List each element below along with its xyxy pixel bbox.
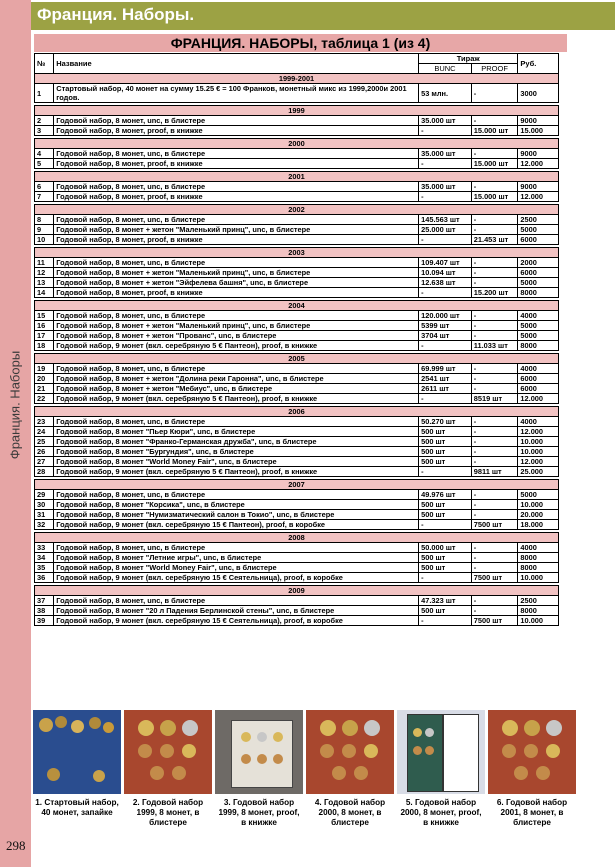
bunc-mintage: - bbox=[419, 394, 472, 404]
year-label: 2008 bbox=[35, 533, 559, 543]
set-name: Годовой набор, 8 монет + жетон "Маленький принц", unc, в блистере bbox=[54, 225, 419, 235]
year-set-photo bbox=[124, 710, 212, 794]
table-row bbox=[35, 331, 559, 341]
bunc-mintage: 69.999 шт bbox=[419, 364, 472, 374]
bunc-mintage: - bbox=[419, 288, 472, 298]
price-rub: 2500 bbox=[518, 596, 559, 606]
table-row bbox=[35, 563, 559, 573]
table-row bbox=[35, 126, 559, 136]
price-rub: 4000 bbox=[518, 364, 559, 374]
proof-mintage: - bbox=[471, 149, 518, 159]
set-name: Годовой набор, 8 монет + жетон "Эйфелева башня", unc, в блистере bbox=[54, 278, 419, 288]
bunc-mintage: 500 шт bbox=[419, 500, 472, 510]
row-number: 23 bbox=[35, 417, 54, 427]
table-row bbox=[35, 596, 559, 606]
row-number: 33 bbox=[35, 543, 54, 553]
price-rub: 10.000 bbox=[518, 500, 559, 510]
year-label: 2000 bbox=[35, 139, 559, 149]
set-name: Годовой набор, 8 монет, proof, в книжке bbox=[54, 235, 419, 245]
set-name: Годовой набор, 8 монет, proof, в книжке bbox=[54, 159, 419, 169]
set-name: Годовой набор, 8 монет, proof, в книжке bbox=[54, 288, 419, 298]
row-number: 8 bbox=[35, 215, 54, 225]
sets-table-body bbox=[35, 74, 559, 626]
row-number: 34 bbox=[35, 553, 54, 563]
row-number: 21 bbox=[35, 384, 54, 394]
table-row bbox=[35, 364, 559, 374]
price-rub: 9000 bbox=[518, 116, 559, 126]
bunc-mintage: 47.323 шт bbox=[419, 596, 472, 606]
row-number: 25 bbox=[35, 437, 54, 447]
proof-mintage: 7500 шт bbox=[471, 573, 518, 583]
year-row bbox=[35, 480, 559, 490]
proof-mintage: - bbox=[471, 543, 518, 553]
table-row bbox=[35, 215, 559, 225]
row-number: 1 bbox=[35, 84, 54, 103]
bunc-mintage: 2611 шт bbox=[419, 384, 472, 394]
row-number: 28 bbox=[35, 467, 54, 477]
table-row bbox=[35, 427, 559, 437]
year-row bbox=[35, 205, 559, 215]
year-label: 2002 bbox=[35, 205, 559, 215]
bunc-mintage: 25.000 шт bbox=[419, 225, 472, 235]
row-number: 14 bbox=[35, 288, 54, 298]
set-name: Годовой набор, 9 монет (вкл. серебряную 5 € Пантеон), proof, в книжке bbox=[54, 467, 419, 477]
set-name: Годовой набор, 9 монет (вкл. серебряную 5 € Пантеон), proof, в книжке bbox=[54, 341, 419, 351]
bunc-mintage: 145.563 шт bbox=[419, 215, 472, 225]
proof-mintage: 21.453 шт bbox=[471, 235, 518, 245]
bunc-mintage: 109.407 шт bbox=[419, 258, 472, 268]
col-header-price: Руб. bbox=[518, 54, 559, 74]
price-rub: 12.000 bbox=[518, 192, 559, 202]
bunc-mintage: - bbox=[419, 616, 472, 626]
year-row bbox=[35, 74, 559, 84]
price-rub: 4000 bbox=[518, 417, 559, 427]
set-name: Годовой набор, 8 монет, unc, в блистере bbox=[54, 149, 419, 159]
table-row bbox=[35, 268, 559, 278]
proof-mintage: 9811 шт bbox=[471, 467, 518, 477]
proof-mintage: 7500 шт bbox=[471, 616, 518, 626]
table-row bbox=[35, 553, 559, 563]
photo-caption: 5. Годовой набор 2000, 8 монет, proof, в книжке bbox=[400, 798, 482, 827]
proof-mintage: - bbox=[471, 417, 518, 427]
year-row bbox=[35, 301, 559, 311]
year-row bbox=[35, 354, 559, 364]
price-rub: 12.000 bbox=[518, 427, 559, 437]
price-rub: 2500 bbox=[518, 215, 559, 225]
price-rub: 25.000 bbox=[518, 467, 559, 477]
table-row bbox=[35, 192, 559, 202]
set-name: Годовой набор, 8 монет "Летние игры", unc, в блистере bbox=[54, 553, 419, 563]
side-section-label-text: Франция. Наборы bbox=[7, 350, 23, 460]
bunc-mintage: 500 шт bbox=[419, 437, 472, 447]
set-name: Годовой набор, 8 монет "Нумизматический салон в Токио", unc, в блистере bbox=[54, 510, 419, 520]
set-name: Годовой набор, 8 монет "World Money Fair", unc, в блистере bbox=[54, 457, 419, 467]
year-row bbox=[35, 407, 559, 417]
set-name: Годовой набор, 8 монет + жетон "Долина реки Гаронна", unc, в блистере bbox=[54, 374, 419, 384]
proof-mintage: - bbox=[471, 374, 518, 384]
year-row bbox=[35, 586, 559, 596]
row-number: 37 bbox=[35, 596, 54, 606]
price-rub: 9000 bbox=[518, 182, 559, 192]
row-number: 36 bbox=[35, 573, 54, 583]
proof-mintage: - bbox=[471, 215, 518, 225]
table-row bbox=[35, 374, 559, 384]
table-row bbox=[35, 225, 559, 235]
set-name: Годовой набор, 8 монет, unc, в блистере bbox=[54, 182, 419, 192]
price-rub: 6000 bbox=[518, 268, 559, 278]
bunc-mintage: 35.000 шт bbox=[419, 149, 472, 159]
set-name: Годовой набор, 8 монет, proof, в книжке bbox=[54, 126, 419, 136]
row-number: 9 bbox=[35, 225, 54, 235]
bunc-mintage: - bbox=[419, 159, 472, 169]
bunc-mintage: - bbox=[419, 235, 472, 245]
bunc-mintage: 500 шт bbox=[419, 510, 472, 520]
row-number: 31 bbox=[35, 510, 54, 520]
set-name: Годовой набор, 8 монет, unc, в блистере bbox=[54, 417, 419, 427]
table-row bbox=[35, 543, 559, 553]
photo-card bbox=[397, 710, 485, 828]
table-title-bar bbox=[34, 34, 567, 52]
bunc-mintage: 49.976 шт bbox=[419, 490, 472, 500]
price-rub: 9000 bbox=[518, 149, 559, 159]
set-name: Годовой набор, 8 монет, unc, в блистере bbox=[54, 490, 419, 500]
proof-mintage: - bbox=[471, 278, 518, 288]
bunc-mintage: 500 шт bbox=[419, 447, 472, 457]
table-row bbox=[35, 500, 559, 510]
col-header-bunc: BUNC bbox=[419, 64, 472, 74]
year-label: 2009 bbox=[35, 586, 559, 596]
set-name: Годовой набор, 8 монет, unc, в блистере bbox=[54, 596, 419, 606]
year-row bbox=[35, 172, 559, 182]
bunc-mintage: 500 шт bbox=[419, 427, 472, 437]
year-label: 1999 bbox=[35, 106, 559, 116]
photo-strip bbox=[33, 710, 578, 830]
set-name: Годовой набор, 8 монет "Корсика", unc, в блистере bbox=[54, 500, 419, 510]
set-name: Годовой набор, 8 монет "World Money Fair", unc, в блистере bbox=[54, 563, 419, 573]
table-row bbox=[35, 182, 559, 192]
table-row bbox=[35, 159, 559, 169]
price-rub: 12.000 bbox=[518, 457, 559, 467]
proof-mintage: - bbox=[471, 596, 518, 606]
set-name: Годовой набор, 8 монет + жетон "Маленький принц", unc, в блистере bbox=[54, 268, 419, 278]
proof-mintage: 15.000 шт bbox=[471, 159, 518, 169]
price-rub: 5000 bbox=[518, 331, 559, 341]
set-name: Годовой набор, 8 монет, proof, в книжке bbox=[54, 192, 419, 202]
table-row bbox=[35, 520, 559, 530]
row-number: 22 bbox=[35, 394, 54, 404]
price-rub: 2000 bbox=[518, 258, 559, 268]
row-number: 4 bbox=[35, 149, 54, 159]
side-section-label bbox=[4, 340, 26, 470]
proof-mintage: 15.200 шт bbox=[471, 288, 518, 298]
row-number: 2 bbox=[35, 116, 54, 126]
price-rub: 18.000 bbox=[518, 520, 559, 530]
set-name: Годовой набор, 8 монет, unc, в блистере bbox=[54, 258, 419, 268]
sets-table bbox=[34, 53, 559, 626]
section-header bbox=[31, 2, 615, 30]
proof-mintage: - bbox=[471, 225, 518, 235]
price-rub: 15.000 bbox=[518, 126, 559, 136]
section-title: Франция. Наборы. bbox=[37, 5, 195, 24]
set-name: Годовой набор, 8 монет "Бургундия", unc, в блистере bbox=[54, 447, 419, 457]
bunc-mintage: 50.270 шт bbox=[419, 417, 472, 427]
year-set-photo bbox=[488, 710, 576, 794]
photo-card bbox=[124, 710, 212, 828]
row-number: 29 bbox=[35, 490, 54, 500]
set-name: Годовой набор, 8 монет, unc, в блистере bbox=[54, 116, 419, 126]
table-row bbox=[35, 510, 559, 520]
row-number: 3 bbox=[35, 126, 54, 136]
bunc-mintage: - bbox=[419, 467, 472, 477]
set-name: Стартовый набор, 40 монет на сумму 15.25 € = 100 Франков, монетный микс из 1999,2000и 2001 годов. bbox=[54, 84, 419, 103]
table-row bbox=[35, 394, 559, 404]
price-rub: 8000 bbox=[518, 341, 559, 351]
price-rub: 8000 bbox=[518, 563, 559, 573]
proof-mintage: - bbox=[471, 116, 518, 126]
bunc-mintage: 53 млн. bbox=[419, 84, 472, 103]
table-row bbox=[35, 573, 559, 583]
price-rub: 8000 bbox=[518, 606, 559, 616]
proof-mintage: - bbox=[471, 606, 518, 616]
proof-mintage: - bbox=[471, 437, 518, 447]
row-number: 17 bbox=[35, 331, 54, 341]
set-name: Годовой набор, 8 монет, unc, в блистере bbox=[54, 215, 419, 225]
row-number: 27 bbox=[35, 457, 54, 467]
bunc-mintage: 500 шт bbox=[419, 563, 472, 573]
proof-mintage: - bbox=[471, 182, 518, 192]
table-row bbox=[35, 417, 559, 427]
row-number: 32 bbox=[35, 520, 54, 530]
proof-mintage: - bbox=[471, 447, 518, 457]
year-row bbox=[35, 139, 559, 149]
row-number: 26 bbox=[35, 447, 54, 457]
proof-mintage: 15.000 шт bbox=[471, 192, 518, 202]
row-number: 30 bbox=[35, 500, 54, 510]
proof-mintage: 15.000 шт bbox=[471, 126, 518, 136]
table-row bbox=[35, 149, 559, 159]
table-row bbox=[35, 384, 559, 394]
proof-mintage: - bbox=[471, 331, 518, 341]
table-row bbox=[35, 457, 559, 467]
table-row bbox=[35, 116, 559, 126]
price-rub: 10.000 bbox=[518, 437, 559, 447]
table-row bbox=[35, 467, 559, 477]
proof-mintage: - bbox=[471, 500, 518, 510]
proof-mintage: - bbox=[471, 553, 518, 563]
proof-book-photo bbox=[215, 710, 303, 794]
photo-card bbox=[33, 710, 121, 818]
proof-mintage: - bbox=[471, 268, 518, 278]
set-name: Годовой набор, 9 монет (вкл. серебряную 15 € Сеятельница), proof, в коробке bbox=[54, 573, 419, 583]
photo-card bbox=[215, 710, 303, 828]
proof-mintage: - bbox=[471, 427, 518, 437]
table-row bbox=[35, 311, 559, 321]
row-number: 15 bbox=[35, 311, 54, 321]
row-number: 10 bbox=[35, 235, 54, 245]
proof-mintage: - bbox=[471, 311, 518, 321]
starter-kit-photo bbox=[33, 710, 121, 794]
proof-book-photo bbox=[397, 710, 485, 794]
col-header-num: № bbox=[35, 54, 54, 74]
bunc-mintage: - bbox=[419, 192, 472, 202]
price-rub: 12.000 bbox=[518, 159, 559, 169]
year-label: 1999-2001 bbox=[35, 74, 559, 84]
row-number: 11 bbox=[35, 258, 54, 268]
row-number: 38 bbox=[35, 606, 54, 616]
photo-caption: 2. Годовой набор 1999, 8 монет, в блистере bbox=[132, 798, 204, 827]
set-name: Годовой набор, 8 монет + жетон "Маленький принц", unc, в блистере bbox=[54, 321, 419, 331]
price-rub: 10.000 bbox=[518, 616, 559, 626]
bunc-mintage: 50.000 шт bbox=[419, 543, 472, 553]
year-label: 2007 bbox=[35, 480, 559, 490]
row-number: 19 bbox=[35, 364, 54, 374]
set-name: Годовой набор, 8 монет, unc, в блистере bbox=[54, 311, 419, 321]
row-number: 18 bbox=[35, 341, 54, 351]
bunc-mintage: 500 шт bbox=[419, 553, 472, 563]
proof-mintage: - bbox=[471, 563, 518, 573]
proof-mintage: - bbox=[471, 457, 518, 467]
set-name: Годовой набор, 9 монет (вкл. серебряную 5 € Пантеон), proof, в книжке bbox=[54, 394, 419, 404]
photo-caption: 4. Годовой набор 2000, 8 монет, в блистере bbox=[314, 798, 386, 827]
price-rub: 10.000 bbox=[518, 573, 559, 583]
table-row bbox=[35, 341, 559, 351]
bunc-mintage: 2541 шт bbox=[419, 374, 472, 384]
table-row bbox=[35, 321, 559, 331]
bunc-mintage: 120.000 шт bbox=[419, 311, 472, 321]
bunc-mintage: 35.000 шт bbox=[419, 182, 472, 192]
row-number: 16 bbox=[35, 321, 54, 331]
bunc-mintage: - bbox=[419, 126, 472, 136]
price-rub: 4000 bbox=[518, 311, 559, 321]
bunc-mintage: - bbox=[419, 520, 472, 530]
proof-mintage: - bbox=[471, 364, 518, 374]
bunc-mintage: - bbox=[419, 341, 472, 351]
price-rub: 3000 bbox=[518, 84, 559, 103]
photo-caption: 1. Стартовый набор, 40 монет, запайке bbox=[35, 798, 119, 817]
price-rub: 5000 bbox=[518, 490, 559, 500]
price-rub: 6000 bbox=[518, 374, 559, 384]
row-number: 20 bbox=[35, 374, 54, 384]
price-rub: 5000 bbox=[518, 225, 559, 235]
set-name: Годовой набор, 8 монет, unc, в блистере bbox=[54, 364, 419, 374]
bunc-mintage: - bbox=[419, 573, 472, 583]
bunc-mintage: 5399 шт bbox=[419, 321, 472, 331]
proof-mintage: 11.033 шт bbox=[471, 341, 518, 351]
set-name: Годовой набор, 8 монет "Франко-Германская дружба", unc, в блистере bbox=[54, 437, 419, 447]
col-header-proof: PROOF bbox=[471, 64, 518, 74]
set-name: Годовой набор, 8 монет "20 л Падения Берлинской стены", unc, в блистере bbox=[54, 606, 419, 616]
table-row bbox=[35, 258, 559, 268]
proof-mintage: - bbox=[471, 258, 518, 268]
proof-mintage: - bbox=[471, 490, 518, 500]
set-name: Годовой набор, 8 монет, unc, в блистере bbox=[54, 543, 419, 553]
year-label: 2001 bbox=[35, 172, 559, 182]
row-number: 35 bbox=[35, 563, 54, 573]
bunc-mintage: 500 шт bbox=[419, 606, 472, 616]
set-name: Годовой набор, 9 монет (вкл. серебряную 15 € Сеятельница), proof, в коробке bbox=[54, 616, 419, 626]
price-rub: 12.000 bbox=[518, 394, 559, 404]
row-number: 12 bbox=[35, 268, 54, 278]
col-header-name: Название bbox=[54, 54, 419, 74]
price-rub: 20.000 bbox=[518, 510, 559, 520]
row-number: 7 bbox=[35, 192, 54, 202]
year-row bbox=[35, 533, 559, 543]
photo-card bbox=[306, 710, 394, 828]
bunc-mintage: 35.000 шт bbox=[419, 116, 472, 126]
bunc-mintage: 500 шт bbox=[419, 457, 472, 467]
proof-mintage: - bbox=[471, 321, 518, 331]
row-number: 13 bbox=[35, 278, 54, 288]
year-label: 2005 bbox=[35, 354, 559, 364]
photo-card bbox=[488, 710, 576, 828]
year-label: 2004 bbox=[35, 301, 559, 311]
set-name: Годовой набор, 9 монет (вкл. серебряную 15 € Пантеон), proof, в коробке bbox=[54, 520, 419, 530]
bunc-mintage: 12.638 шт bbox=[419, 278, 472, 288]
price-rub: 6000 bbox=[518, 384, 559, 394]
proof-mintage: 8519 шт bbox=[471, 394, 518, 404]
year-label: 2003 bbox=[35, 248, 559, 258]
table-row bbox=[35, 288, 559, 298]
set-name: Годовой набор, 8 монет + жетон "Мебиус", unc, в блистере bbox=[54, 384, 419, 394]
table-row bbox=[35, 447, 559, 457]
year-row bbox=[35, 106, 559, 116]
year-set-photo bbox=[306, 710, 394, 794]
price-rub: 6000 bbox=[518, 235, 559, 245]
row-number: 6 bbox=[35, 182, 54, 192]
page-number: 298 bbox=[6, 838, 26, 853]
set-name: Годовой набор, 8 монет + жетон "Прованс", unc, в блистере bbox=[54, 331, 419, 341]
set-name: Годовой набор, 8 монет "Пьер Кюри", unc, в блистере bbox=[54, 427, 419, 437]
proof-mintage: - bbox=[471, 384, 518, 394]
proof-mintage: - bbox=[471, 84, 518, 103]
bunc-mintage: 3704 шт bbox=[419, 331, 472, 341]
table-row bbox=[35, 84, 559, 103]
proof-mintage: - bbox=[471, 510, 518, 520]
year-row bbox=[35, 248, 559, 258]
price-rub: 10.000 bbox=[518, 447, 559, 457]
table-row bbox=[35, 278, 559, 288]
table-row bbox=[35, 490, 559, 500]
table-row bbox=[35, 437, 559, 447]
table-row bbox=[35, 606, 559, 616]
price-rub: 5000 bbox=[518, 278, 559, 288]
row-number: 24 bbox=[35, 427, 54, 437]
price-rub: 5000 bbox=[518, 321, 559, 331]
bunc-mintage: 10.094 шт bbox=[419, 268, 472, 278]
price-rub: 8000 bbox=[518, 553, 559, 563]
table-row bbox=[35, 235, 559, 245]
price-rub: 8000 bbox=[518, 288, 559, 298]
row-number: 39 bbox=[35, 616, 54, 626]
photo-caption: 6. Годовой набор 2001, 8 монет, в блистере bbox=[496, 798, 568, 827]
row-number: 5 bbox=[35, 159, 54, 169]
price-rub: 4000 bbox=[518, 543, 559, 553]
photo-caption: 3. Годовой набор 1999, 8 монет, proof, в книжке bbox=[218, 798, 300, 827]
col-header-tirazh: Тираж bbox=[419, 54, 518, 64]
proof-mintage: 7500 шт bbox=[471, 520, 518, 530]
table-row bbox=[35, 616, 559, 626]
table-title: ФРАНЦИЯ. НАБОРЫ, таблица 1 (из 4) bbox=[170, 35, 431, 51]
year-label: 2006 bbox=[35, 407, 559, 417]
